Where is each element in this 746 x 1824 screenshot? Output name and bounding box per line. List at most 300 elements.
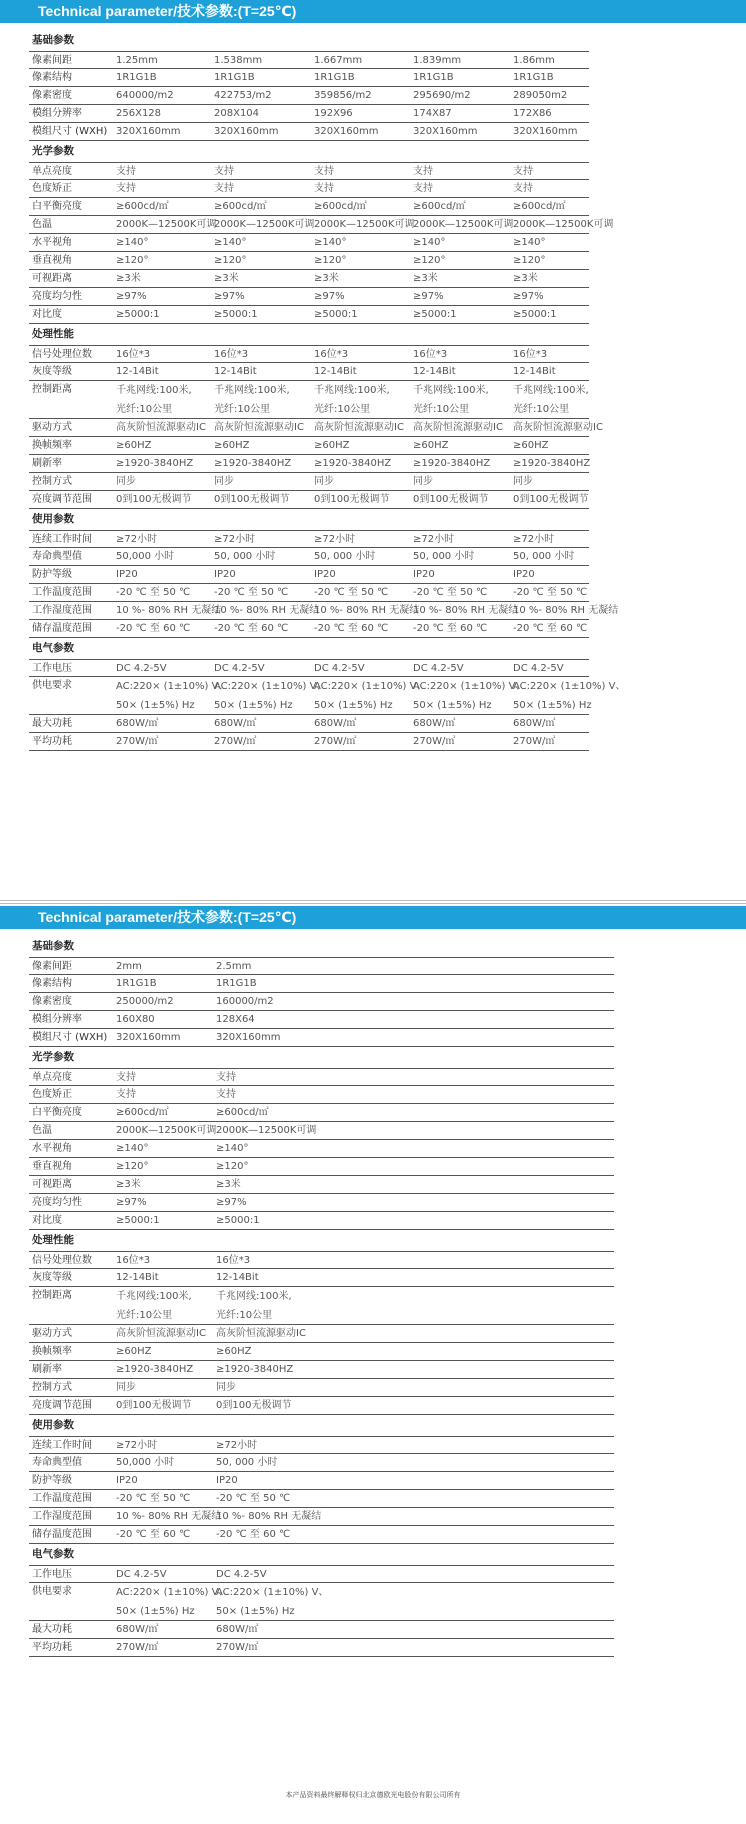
spec-label: 垂直视角 bbox=[32, 255, 72, 266]
spec-row bbox=[29, 1251, 614, 1269]
spec-value: 同步 bbox=[116, 1382, 136, 1393]
spec-value: ≥140° bbox=[214, 237, 247, 248]
spec-value: 208X104 bbox=[214, 108, 260, 119]
spec-row bbox=[29, 1639, 614, 1657]
spec-value: 680W/㎡ bbox=[314, 718, 357, 729]
spec-label: 控制方式 bbox=[32, 476, 72, 487]
spec-value: 高灰阶恒流源驱动IC bbox=[413, 422, 503, 433]
spec-value: ≥1920-3840HZ bbox=[116, 1364, 194, 1375]
section-heading bbox=[29, 1415, 614, 1436]
spec-value: 2000K—12500K可调 bbox=[314, 219, 415, 230]
spec-label: 刷新率 bbox=[32, 458, 62, 469]
spec-value: ≥97% bbox=[116, 1197, 147, 1208]
spec-value: 支持 bbox=[216, 1072, 236, 1083]
spec-value: ≥97% bbox=[314, 291, 345, 302]
spec-value: 128X64 bbox=[216, 1014, 255, 1025]
header-title: Technical parameter/技术参数:(T=25℃) bbox=[38, 3, 297, 19]
spec-row bbox=[29, 548, 589, 566]
spec-label: 储存温度范围 bbox=[32, 1529, 92, 1540]
spec-value: 12-14Bit bbox=[116, 1272, 159, 1283]
spec-label: 垂直视角 bbox=[32, 1161, 72, 1172]
spec-value: 支持 bbox=[314, 183, 334, 194]
spec-value-line2: 50× (1±5%) Hz bbox=[116, 1606, 195, 1617]
spec-label: 对比度 bbox=[32, 1215, 62, 1226]
spec-label: 控制距离 bbox=[32, 384, 72, 395]
spec-label: 最大功耗 bbox=[32, 1624, 72, 1635]
spec-label: 像素间距 bbox=[32, 961, 72, 972]
spec-row bbox=[29, 87, 589, 105]
spec-value: 320X160mm bbox=[214, 126, 279, 137]
spec-label: 工作温度范围 bbox=[32, 587, 92, 598]
spec-value: 12-14Bit bbox=[314, 366, 357, 377]
spec-value: ≥140° bbox=[513, 237, 546, 248]
spec-label: 对比度 bbox=[32, 309, 62, 320]
spec-row bbox=[29, 363, 589, 381]
section-title: 基础参数 bbox=[32, 34, 74, 46]
spec-value: 172X86 bbox=[513, 108, 552, 119]
section-title: 使用参数 bbox=[32, 1419, 74, 1431]
spec-label: 驱动方式 bbox=[32, 1328, 72, 1339]
spec-label: 色度矫正 bbox=[32, 183, 72, 194]
spec-value: 2000K—12500K可调 bbox=[413, 219, 514, 230]
spec-label: 水平视角 bbox=[32, 237, 72, 248]
spec-label: 亮度均匀性 bbox=[32, 1197, 82, 1208]
spec-row bbox=[29, 234, 589, 252]
spec-value: ≥600cd/㎡ bbox=[314, 201, 367, 212]
spec-label: 色温 bbox=[32, 1125, 52, 1136]
spec-value: ≥97% bbox=[216, 1197, 247, 1208]
spec-value: 50, 000 小时 bbox=[413, 551, 475, 562]
footer-note: 本产品资料最终解释权归北京德欧光电股份有限公司所有 bbox=[285, 1791, 461, 1799]
spec-value: 10 %- 80% RH 无凝结 bbox=[216, 1511, 322, 1522]
spec-row bbox=[29, 1158, 614, 1176]
spec-value: 320X160mm bbox=[513, 126, 578, 137]
spec-value: 270W/㎡ bbox=[214, 736, 257, 747]
spec-row bbox=[29, 1508, 614, 1526]
spec-value: 千兆网线:100米, bbox=[314, 385, 390, 396]
spec-value: 0到100无极调节 bbox=[314, 494, 390, 505]
spec-value: 同步 bbox=[216, 1382, 236, 1393]
spec-value: ≥5000:1 bbox=[513, 309, 557, 320]
spec-value: ≥600cd/㎡ bbox=[513, 201, 566, 212]
spec-row bbox=[29, 530, 589, 548]
spec-label: 防护等级 bbox=[32, 1475, 72, 1486]
spec-value: ≥60HZ bbox=[413, 440, 449, 451]
spec-label: 储存温度范围 bbox=[32, 623, 92, 634]
spec-value: 支持 bbox=[116, 166, 136, 177]
spec-value: -20 ℃ 至 60 ℃ bbox=[314, 623, 389, 634]
spec-label: 白平衡亮度 bbox=[32, 201, 82, 212]
spec-label: 单点亮度 bbox=[32, 166, 72, 177]
spec-value: 1R1G1B bbox=[214, 72, 255, 83]
spec-value: 174X87 bbox=[413, 108, 452, 119]
spec-row bbox=[29, 1029, 614, 1047]
spec-value: 支持 bbox=[214, 166, 234, 177]
spec-value: IP20 bbox=[513, 569, 535, 580]
spec-value: ≥72小时 bbox=[216, 1440, 258, 1451]
spec-value: ≥60HZ bbox=[216, 1346, 252, 1357]
spec-value: 680W/㎡ bbox=[116, 718, 159, 729]
spec-row bbox=[29, 1472, 614, 1490]
spec-value: 10 %- 80% RH 无凝结 bbox=[116, 605, 222, 616]
spec-value-line2: 光纤:10公里 bbox=[413, 404, 470, 415]
spec-value: 1.538mm bbox=[214, 55, 263, 66]
spec-value: DC 4.2-5V bbox=[513, 663, 564, 674]
spec-row bbox=[29, 1583, 614, 1621]
spec-row bbox=[29, 1325, 614, 1343]
spec-value: 12-14Bit bbox=[214, 366, 257, 377]
spec-value: 千兆网线:100米, bbox=[116, 385, 192, 396]
spec-value: 0到100无极调节 bbox=[116, 494, 192, 505]
spec-value: -20 ℃ 至 60 ℃ bbox=[413, 623, 488, 634]
section-title: 使用参数 bbox=[32, 513, 74, 525]
spec-value: 50, 000 小时 bbox=[513, 551, 575, 562]
spec-value: 1R1G1B bbox=[314, 72, 355, 83]
spec-value: -20 ℃ 至 50 ℃ bbox=[116, 1493, 191, 1504]
spec-value: ≥60HZ bbox=[116, 1346, 152, 1357]
spec-value: 支持 bbox=[413, 183, 433, 194]
spec-value: 50, 000 小时 bbox=[314, 551, 376, 562]
spec-row bbox=[29, 270, 589, 288]
spec-label: 模组尺寸 (WXH) bbox=[32, 1032, 108, 1043]
spec-value: 16位*3 bbox=[116, 1255, 151, 1266]
spec-table-1 bbox=[29, 30, 626, 751]
spec-value: 2.5mm bbox=[216, 961, 252, 972]
spec-value: 320X160mm bbox=[216, 1032, 281, 1043]
spec-value: IP20 bbox=[214, 569, 236, 580]
spec-value: 50, 000 小时 bbox=[216, 1457, 278, 1468]
spec-row bbox=[29, 1621, 614, 1639]
spec-label: 工作电压 bbox=[32, 1569, 72, 1580]
spec-label: 色度矫正 bbox=[32, 1089, 72, 1100]
spec-row bbox=[29, 1086, 614, 1104]
spec-row bbox=[29, 1269, 614, 1287]
spec-value: ≥3米 bbox=[513, 273, 538, 284]
spec-value: ≥97% bbox=[413, 291, 444, 302]
spec-value: 295690/m2 bbox=[413, 90, 471, 101]
spec-value: ≥60HZ bbox=[513, 440, 549, 451]
spec-value: AC:220× (1±10%) V、 bbox=[413, 681, 526, 692]
spec-value: 160000/m2 bbox=[216, 996, 274, 1007]
spec-row bbox=[29, 437, 589, 455]
spec-value-line2: 50× (1±5%) Hz bbox=[413, 700, 492, 711]
spec-value: 支持 bbox=[116, 183, 136, 194]
spec-value: 12-14Bit bbox=[513, 366, 556, 377]
spec-value: IP20 bbox=[314, 569, 336, 580]
spec-row bbox=[29, 993, 614, 1011]
spec-value: ≥72小时 bbox=[116, 534, 158, 545]
spec-value: DC 4.2-5V bbox=[216, 1569, 267, 1580]
spec-value: 12-14Bit bbox=[216, 1272, 259, 1283]
spec-value: DC 4.2-5V bbox=[413, 663, 464, 674]
spec-label: 供电要求 bbox=[32, 1586, 72, 1597]
spec-value-line2: 光纤:10公里 bbox=[216, 1310, 273, 1321]
spec-value: ≥600cd/㎡ bbox=[116, 1107, 169, 1118]
spec-row bbox=[29, 1104, 614, 1122]
spec-label: 像素结构 bbox=[32, 72, 72, 83]
header-bar bbox=[0, 906, 746, 929]
spec-value: AC:220× (1±10%) V、 bbox=[513, 681, 626, 692]
spec-label: 亮度调节范围 bbox=[32, 1400, 92, 1411]
spec-row bbox=[29, 288, 589, 306]
spec-value: 1R1G1B bbox=[413, 72, 454, 83]
spec-row bbox=[29, 381, 589, 419]
spec-value: 680W/㎡ bbox=[214, 718, 257, 729]
spec-label: 换帧频率 bbox=[32, 440, 72, 451]
section-title: 光学参数 bbox=[32, 1051, 74, 1063]
spec-value: 高灰阶恒流源驱动IC bbox=[216, 1328, 306, 1339]
spec-label: 平均功耗 bbox=[32, 1642, 72, 1653]
spec-label: 寿命典型值 bbox=[32, 551, 82, 562]
spec-label: 模组尺寸 (WXH) bbox=[32, 126, 108, 137]
spec-row bbox=[29, 306, 589, 324]
spec-value: 422753/m2 bbox=[214, 90, 272, 101]
spec-value: 289050m2 bbox=[513, 90, 568, 101]
spec-value: 10 %- 80% RH 无凝结 bbox=[214, 605, 320, 616]
spec-value: -20 ℃ 至 50 ℃ bbox=[214, 587, 289, 598]
spec-row bbox=[29, 566, 589, 584]
spec-value-line2: 50× (1±5%) Hz bbox=[314, 700, 393, 711]
spec-row bbox=[29, 1343, 614, 1361]
spec-value: 256X128 bbox=[116, 108, 162, 119]
spec-value: 支持 bbox=[413, 166, 433, 177]
spec-label: 工作电压 bbox=[32, 663, 72, 674]
spec-row bbox=[29, 252, 589, 270]
spec-value: 270W/㎡ bbox=[216, 1642, 259, 1653]
spec-value-line2: 光纤:10公里 bbox=[214, 404, 271, 415]
spec-value: 支持 bbox=[214, 183, 234, 194]
spec-label: 连续工作时间 bbox=[32, 1440, 92, 1451]
spec-value: ≥60HZ bbox=[116, 440, 152, 451]
spec-label: 模组分辨率 bbox=[32, 108, 82, 119]
spec-row bbox=[29, 957, 614, 975]
spec-value: ≥1920-3840HZ bbox=[216, 1364, 294, 1375]
spec-label: 像素密度 bbox=[32, 996, 72, 1007]
spec-row bbox=[29, 216, 614, 234]
spec-row bbox=[29, 1122, 614, 1140]
spec-row bbox=[29, 491, 589, 509]
spec-value: 1R1G1B bbox=[513, 72, 554, 83]
spec-value: 同步 bbox=[513, 476, 533, 487]
section-heading bbox=[29, 1230, 614, 1251]
spec-label: 供电要求 bbox=[32, 680, 72, 691]
spec-value: 同步 bbox=[314, 476, 334, 487]
spec-value: 50,000 小时 bbox=[116, 1457, 175, 1468]
spec-value: 1R1G1B bbox=[216, 978, 257, 989]
spec-label: 工作湿度范围 bbox=[32, 1511, 92, 1522]
spec-row bbox=[29, 473, 589, 491]
spec-label: 工作湿度范围 bbox=[32, 605, 92, 616]
section-title: 处理性能 bbox=[32, 1234, 74, 1246]
spec-row bbox=[29, 1397, 614, 1415]
spec-label: 模组分辨率 bbox=[32, 1014, 82, 1025]
spec-label: 像素密度 bbox=[32, 90, 72, 101]
spec-row bbox=[29, 1436, 614, 1454]
spec-value: 16位*3 bbox=[116, 349, 151, 360]
spec-value: ≥3米 bbox=[116, 1179, 141, 1190]
spec-value: 12-14Bit bbox=[413, 366, 456, 377]
spec-value-line2: 光纤:10公里 bbox=[116, 404, 173, 415]
spec-value: 0到100无极调节 bbox=[116, 1400, 192, 1411]
spec-value: DC 4.2-5V bbox=[214, 663, 265, 674]
spec-value: 10 %- 80% RH 无凝结 bbox=[116, 1511, 222, 1522]
spec-label: 最大功耗 bbox=[32, 718, 72, 729]
separator-line bbox=[0, 900, 746, 901]
spec-row bbox=[29, 1361, 614, 1379]
spec-value: 支持 bbox=[116, 1089, 136, 1100]
spec-value: 320X160mm bbox=[413, 126, 478, 137]
spec-value: 16位*3 bbox=[216, 1255, 251, 1266]
spec-value: 支持 bbox=[314, 166, 334, 177]
spec-row bbox=[29, 162, 589, 180]
spec-value: ≥3米 bbox=[116, 273, 141, 284]
spec-value: ≥120° bbox=[513, 255, 546, 266]
spec-row bbox=[29, 1194, 614, 1212]
spec-value: ≥72小时 bbox=[214, 534, 256, 545]
spec-value: 192X96 bbox=[314, 108, 353, 119]
section-title: 光学参数 bbox=[32, 145, 74, 157]
spec-label: 单点亮度 bbox=[32, 1072, 72, 1083]
spec-value: 2000K—12500K可调 bbox=[214, 219, 315, 230]
spec-value: 千兆网线:100米, bbox=[214, 385, 290, 396]
spec-row bbox=[29, 602, 619, 620]
spec-row bbox=[29, 123, 589, 141]
spec-value: 2mm bbox=[116, 961, 142, 972]
spec-value: ≥5000:1 bbox=[214, 309, 258, 320]
spec-row bbox=[29, 1287, 614, 1325]
spec-value-line2: 光纤:10公里 bbox=[116, 1310, 173, 1321]
spec-value: -20 ℃ 至 60 ℃ bbox=[216, 1529, 291, 1540]
spec-value: ≥140° bbox=[216, 1143, 249, 1154]
spec-label: 寿命典型值 bbox=[32, 1457, 82, 1468]
spec-value: ≥3米 bbox=[214, 273, 239, 284]
spec-value: ≥140° bbox=[116, 237, 149, 248]
spec-value: ≥1920-3840HZ bbox=[116, 458, 194, 469]
spec-value: ≥60HZ bbox=[214, 440, 250, 451]
spec-label: 平均功耗 bbox=[32, 736, 72, 747]
spec-value: 250000/m2 bbox=[116, 996, 174, 1007]
spec-value: 270W/㎡ bbox=[116, 736, 159, 747]
spec-value: 12-14Bit bbox=[116, 366, 159, 377]
spec-value: AC:220× (1±10%) V、 bbox=[314, 681, 427, 692]
section-title: 电气参数 bbox=[32, 642, 74, 654]
spec-value: 1.839mm bbox=[413, 55, 462, 66]
spec-value: AC:220× (1±10%) V、 bbox=[216, 1587, 329, 1598]
spec-row bbox=[29, 659, 589, 677]
spec-value: 270W/㎡ bbox=[413, 736, 456, 747]
spec-value: 同步 bbox=[116, 476, 136, 487]
spec-label: 控制方式 bbox=[32, 1382, 72, 1393]
section-heading bbox=[29, 141, 589, 162]
spec-value: 高灰阶恒流源驱动IC bbox=[214, 422, 304, 433]
spec-table-2 bbox=[29, 936, 614, 1657]
spec-value: ≥1920-3840HZ bbox=[314, 458, 392, 469]
spec-value: AC:220× (1±10%) V、 bbox=[116, 1587, 229, 1598]
section-heading bbox=[29, 936, 614, 957]
spec-value: ≥5000:1 bbox=[116, 309, 160, 320]
spec-value: IP20 bbox=[116, 569, 138, 580]
header-title: Technical parameter/技术参数:(T=25℃) bbox=[38, 909, 297, 925]
spec-label: 水平视角 bbox=[32, 1143, 72, 1154]
spec-label: 像素间距 bbox=[32, 55, 72, 66]
spec-value: ≥1920-3840HZ bbox=[413, 458, 491, 469]
spec-value: 千兆网线:100米, bbox=[116, 1291, 192, 1302]
spec-value: ≥120° bbox=[216, 1161, 249, 1172]
spec-value: 0到100无极调节 bbox=[413, 494, 489, 505]
spec-value: 16位*3 bbox=[413, 349, 448, 360]
spec-value: ≥60HZ bbox=[314, 440, 350, 451]
spec-value: 支持 bbox=[513, 183, 533, 194]
spec-value: -20 ℃ 至 50 ℃ bbox=[116, 587, 191, 598]
spec-value: ≥120° bbox=[413, 255, 446, 266]
spec-row bbox=[29, 975, 614, 993]
section-heading bbox=[29, 1047, 614, 1068]
spec-block-1 bbox=[0, 0, 746, 870]
spec-value-line2: 50× (1±5%) Hz bbox=[513, 700, 592, 711]
spec-value: ≥600cd/㎡ bbox=[116, 201, 169, 212]
spec-value: 320X160mm bbox=[116, 1032, 181, 1043]
spec-value: 320X160mm bbox=[116, 126, 181, 137]
spec-value: 高灰阶恒流源驱动IC bbox=[116, 422, 206, 433]
spec-value: ≥1920-3840HZ bbox=[513, 458, 591, 469]
spec-row bbox=[29, 1565, 614, 1583]
spec-row bbox=[29, 1176, 614, 1194]
spec-label: 换帧频率 bbox=[32, 1346, 72, 1357]
spec-label: 防护等级 bbox=[32, 569, 72, 580]
spec-value: 高灰阶恒流源驱动IC bbox=[116, 1328, 206, 1339]
spec-value: IP20 bbox=[116, 1475, 138, 1486]
spec-value: 680W/㎡ bbox=[413, 718, 456, 729]
spec-value: DC 4.2-5V bbox=[314, 663, 365, 674]
spec-value: ≥140° bbox=[314, 237, 347, 248]
spec-label: 刷新率 bbox=[32, 1364, 62, 1375]
spec-value: 支持 bbox=[513, 166, 533, 177]
spec-value: 640000/m2 bbox=[116, 90, 174, 101]
spec-value: 2000K—12500K可调 bbox=[116, 1125, 217, 1136]
spec-label: 工作温度范围 bbox=[32, 1493, 92, 1504]
spec-value-line2: 光纤:10公里 bbox=[513, 404, 570, 415]
section-heading bbox=[29, 30, 589, 51]
spec-row bbox=[29, 1068, 614, 1086]
spec-label: 亮度调节范围 bbox=[32, 494, 92, 505]
spec-value: ≥600cd/㎡ bbox=[216, 1107, 269, 1118]
spec-row bbox=[29, 51, 589, 69]
spec-value: -20 ℃ 至 50 ℃ bbox=[513, 587, 588, 598]
spec-value: ≥3米 bbox=[216, 1179, 241, 1190]
spec-row bbox=[29, 198, 589, 216]
spec-value: 1.667mm bbox=[314, 55, 363, 66]
spec-value: 0到100无极调节 bbox=[214, 494, 290, 505]
spec-value: ≥140° bbox=[413, 237, 446, 248]
spec-row bbox=[29, 1526, 614, 1544]
spec-value: ≥600cd/㎡ bbox=[413, 201, 466, 212]
spec-label: 连续工作时间 bbox=[32, 534, 92, 545]
spec-block-2 bbox=[0, 906, 746, 1786]
spec-value: 2000K—12500K可调 bbox=[513, 219, 614, 230]
spec-value: ≥72小时 bbox=[116, 1440, 158, 1451]
spec-value: 359856/m2 bbox=[314, 90, 372, 101]
spec-value: 680W/㎡ bbox=[513, 718, 556, 729]
separator-line bbox=[0, 903, 746, 904]
spec-value: 2000K—12500K可调 bbox=[216, 1125, 317, 1136]
spec-value: 同步 bbox=[413, 476, 433, 487]
spec-value: 160X80 bbox=[116, 1014, 155, 1025]
spec-value: 50, 000 小时 bbox=[214, 551, 276, 562]
spec-row bbox=[29, 1490, 614, 1508]
spec-row bbox=[29, 1140, 614, 1158]
spec-value: 50,000 小时 bbox=[116, 551, 175, 562]
spec-value: -20 ℃ 至 50 ℃ bbox=[216, 1493, 291, 1504]
